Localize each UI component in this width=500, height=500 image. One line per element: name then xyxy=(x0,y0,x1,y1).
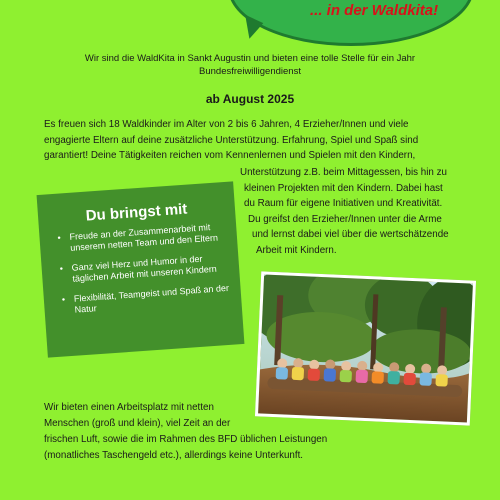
list-item xyxy=(62,283,234,317)
description-line: kleinen Projekten mit den Kindern. Dabei hast xyxy=(244,182,443,194)
description-line: Unterstützung z.B. beim Mittagessen, bis hin zu xyxy=(240,167,447,178)
intro-text xyxy=(60,52,440,78)
list-item-text: Freude an der Zusammenarbeit mit unserem netten Team und den Eltern xyxy=(69,222,219,253)
description-line: du Raum für eigene Initiativen und Kreativität. xyxy=(244,198,443,209)
list-item xyxy=(59,252,231,286)
requirements-list xyxy=(39,220,241,318)
description-line: garantiert! Deine Tätigkeiten reichen vom Kennenlernen und Spielen mit den Kindern, xyxy=(44,150,416,161)
bullet-icon: • xyxy=(61,294,66,305)
description-paragraph xyxy=(44,117,460,164)
description-line: engagierte Eltern auf deine zusätzliche Unterstützung. Erfahrung, Spiel und Spaß sind xyxy=(44,134,419,146)
list-item xyxy=(57,221,229,255)
description-line: Arbeit mit Kindern. xyxy=(256,244,337,256)
closing-line: Menschen (groß und klein), viel Zeit an der xyxy=(44,418,231,429)
start-date-heading: ab August 2025 xyxy=(205,92,295,106)
bullet-icon: • xyxy=(57,232,62,243)
speech-bubble-text: ... in der Waldkita! xyxy=(310,2,439,19)
description-line: Es freuen sich 18 Waldkinder im Alter von 2 bis 6 Jahren, 4 Erzieher/Innen und viele xyxy=(44,119,409,130)
requirements-box xyxy=(37,181,245,357)
intro-line: Wir sind die WaldKita in Sankt Augustin und bieten eine tolle Stelle für ein Jahr xyxy=(84,53,416,64)
bullet-icon: • xyxy=(59,263,64,274)
description-continued xyxy=(240,165,470,258)
list-item-text: Ganz viel Herz und Humor in der täglichen Arbeit mit unseren Kindern xyxy=(71,253,218,284)
description-line: Du greifst den Erzieher/Innen unter die Arme xyxy=(248,213,442,225)
requirements-title: Du bringst mit xyxy=(85,200,188,225)
closing-line: (monatliches Taschengeld etc.), allerdings keine Unterkunft. xyxy=(44,450,304,461)
closing-line: Wir bieten einen Arbeitsplatz mit netten xyxy=(44,402,214,413)
closing-line: frischen Luft, sowie die im Rahmen des BFD üblichen Leistungen xyxy=(44,434,328,445)
intro-line: Bundesfreiwilligendienst xyxy=(199,66,301,77)
closing-paragraph xyxy=(44,400,328,464)
description-line: und lernst dabei viel über die wertschätzende xyxy=(252,229,449,240)
list-item-text: Flexibilität, Teamgeist und Spaß an der Natur xyxy=(73,282,230,315)
